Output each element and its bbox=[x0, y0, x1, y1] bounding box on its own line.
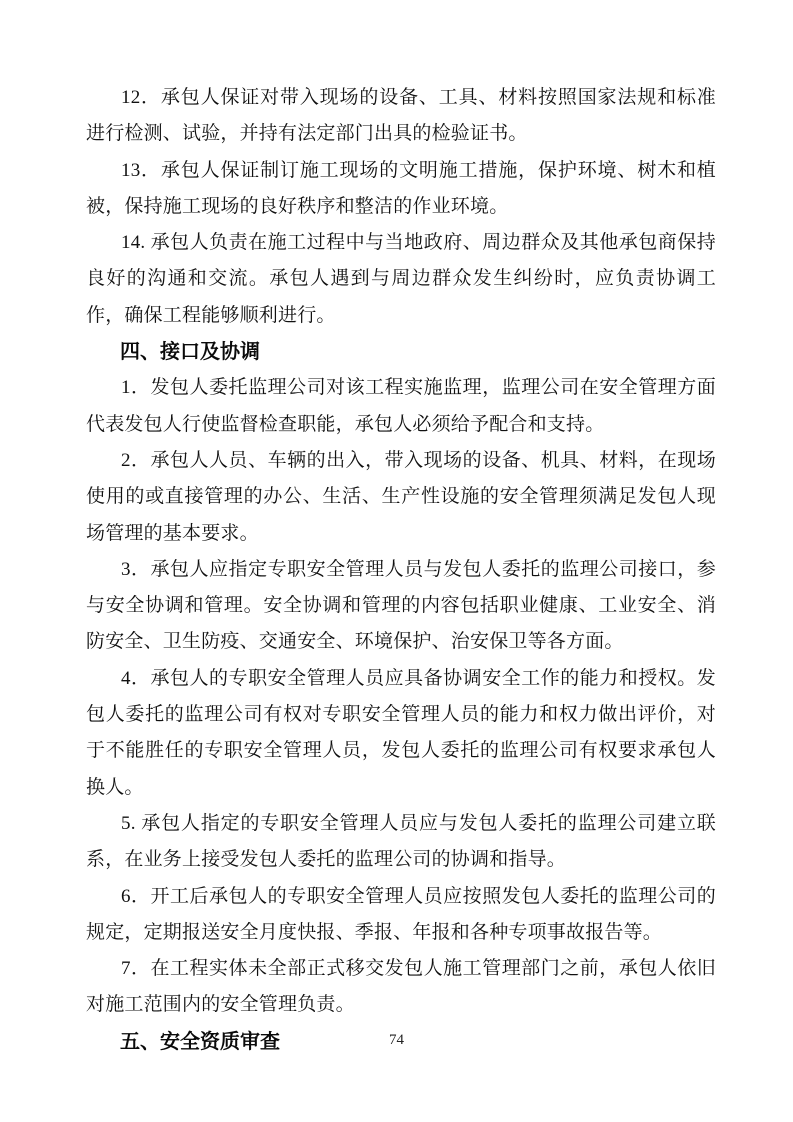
body-paragraph: 3．承包人应指定专职安全管理人员与发包人委托的监理公司接口，参与安全协调和管理。安全协调和管理的内容包括职业健康、工业安全、消防安全、卫生防疫、交通安全、环境保护、治安保卫等各方面。 bbox=[86, 558, 716, 653]
page-number: 74 bbox=[389, 1032, 404, 1048]
body-paragraph: 4．承包人的专职安全管理人员应具备协调安全工作的能力和授权。发包人委托的监理公司有权对专职安全管理人员的能力和权力做出评价，对于不能胜任的专职安全管理人员，发包人委托的监理公司有权要求承包人换人。 bbox=[86, 667, 716, 798]
body-paragraph: 2．承包人人员、车辆的出入，带入现场的设备、机具、材料，在现场使用的或直接管理的办公、生活、生产性设施的安全管理须满足发包人现场管理的基本要求。 bbox=[86, 449, 716, 544]
body-paragraph: 14. 承包人负责在施工过程中与当地政府、周边群众及其他承包商保持良好的沟通和交流。承包人遇到与周边群众发生纠纷时，应负责协调工作，确保工程能够顺利进行。 bbox=[86, 232, 716, 326]
body-paragraph: 13．承包人保证制订施工现场的文明施工措施，保护环境、树木和植被，保持施工现场的良好秩序和整洁的作业环境。 bbox=[86, 159, 716, 217]
body-paragraph: 7．在工程实体未全部正式移交发包人施工管理部门之前，承包人依旧对施工范围内的安全管理负责。 bbox=[86, 958, 716, 1016]
document-body bbox=[86, 80, 716, 1060]
body-paragraph: 5. 承包人指定的专职安全管理人员应与发包人委托的监理公司建立联系，在业务上接受发包人委托的监理公司的协调和指导。 bbox=[86, 812, 716, 871]
body-paragraph: 1．发包人委托监理公司对该工程实施监理，监理公司在安全管理方面代表发包人行使监督检查职能，承包人必须给予配合和支持。 bbox=[86, 377, 716, 435]
body-paragraph: 12．承包人保证对带入现场的设备、工具、材料按照国家法规和标准进行检测、试验，并持有法定部门出具的检验证书。 bbox=[86, 87, 716, 145]
body-paragraph: 6．开工后承包人的专职安全管理人员应按照发包人委托的监理公司的规定，定期报送安全月度快报、季报、年报和各种专项事故报告等。 bbox=[86, 885, 716, 943]
section-heading: 四、接口及协调 bbox=[120, 341, 260, 364]
section-heading: 五、安全资质审查 bbox=[120, 1030, 280, 1053]
